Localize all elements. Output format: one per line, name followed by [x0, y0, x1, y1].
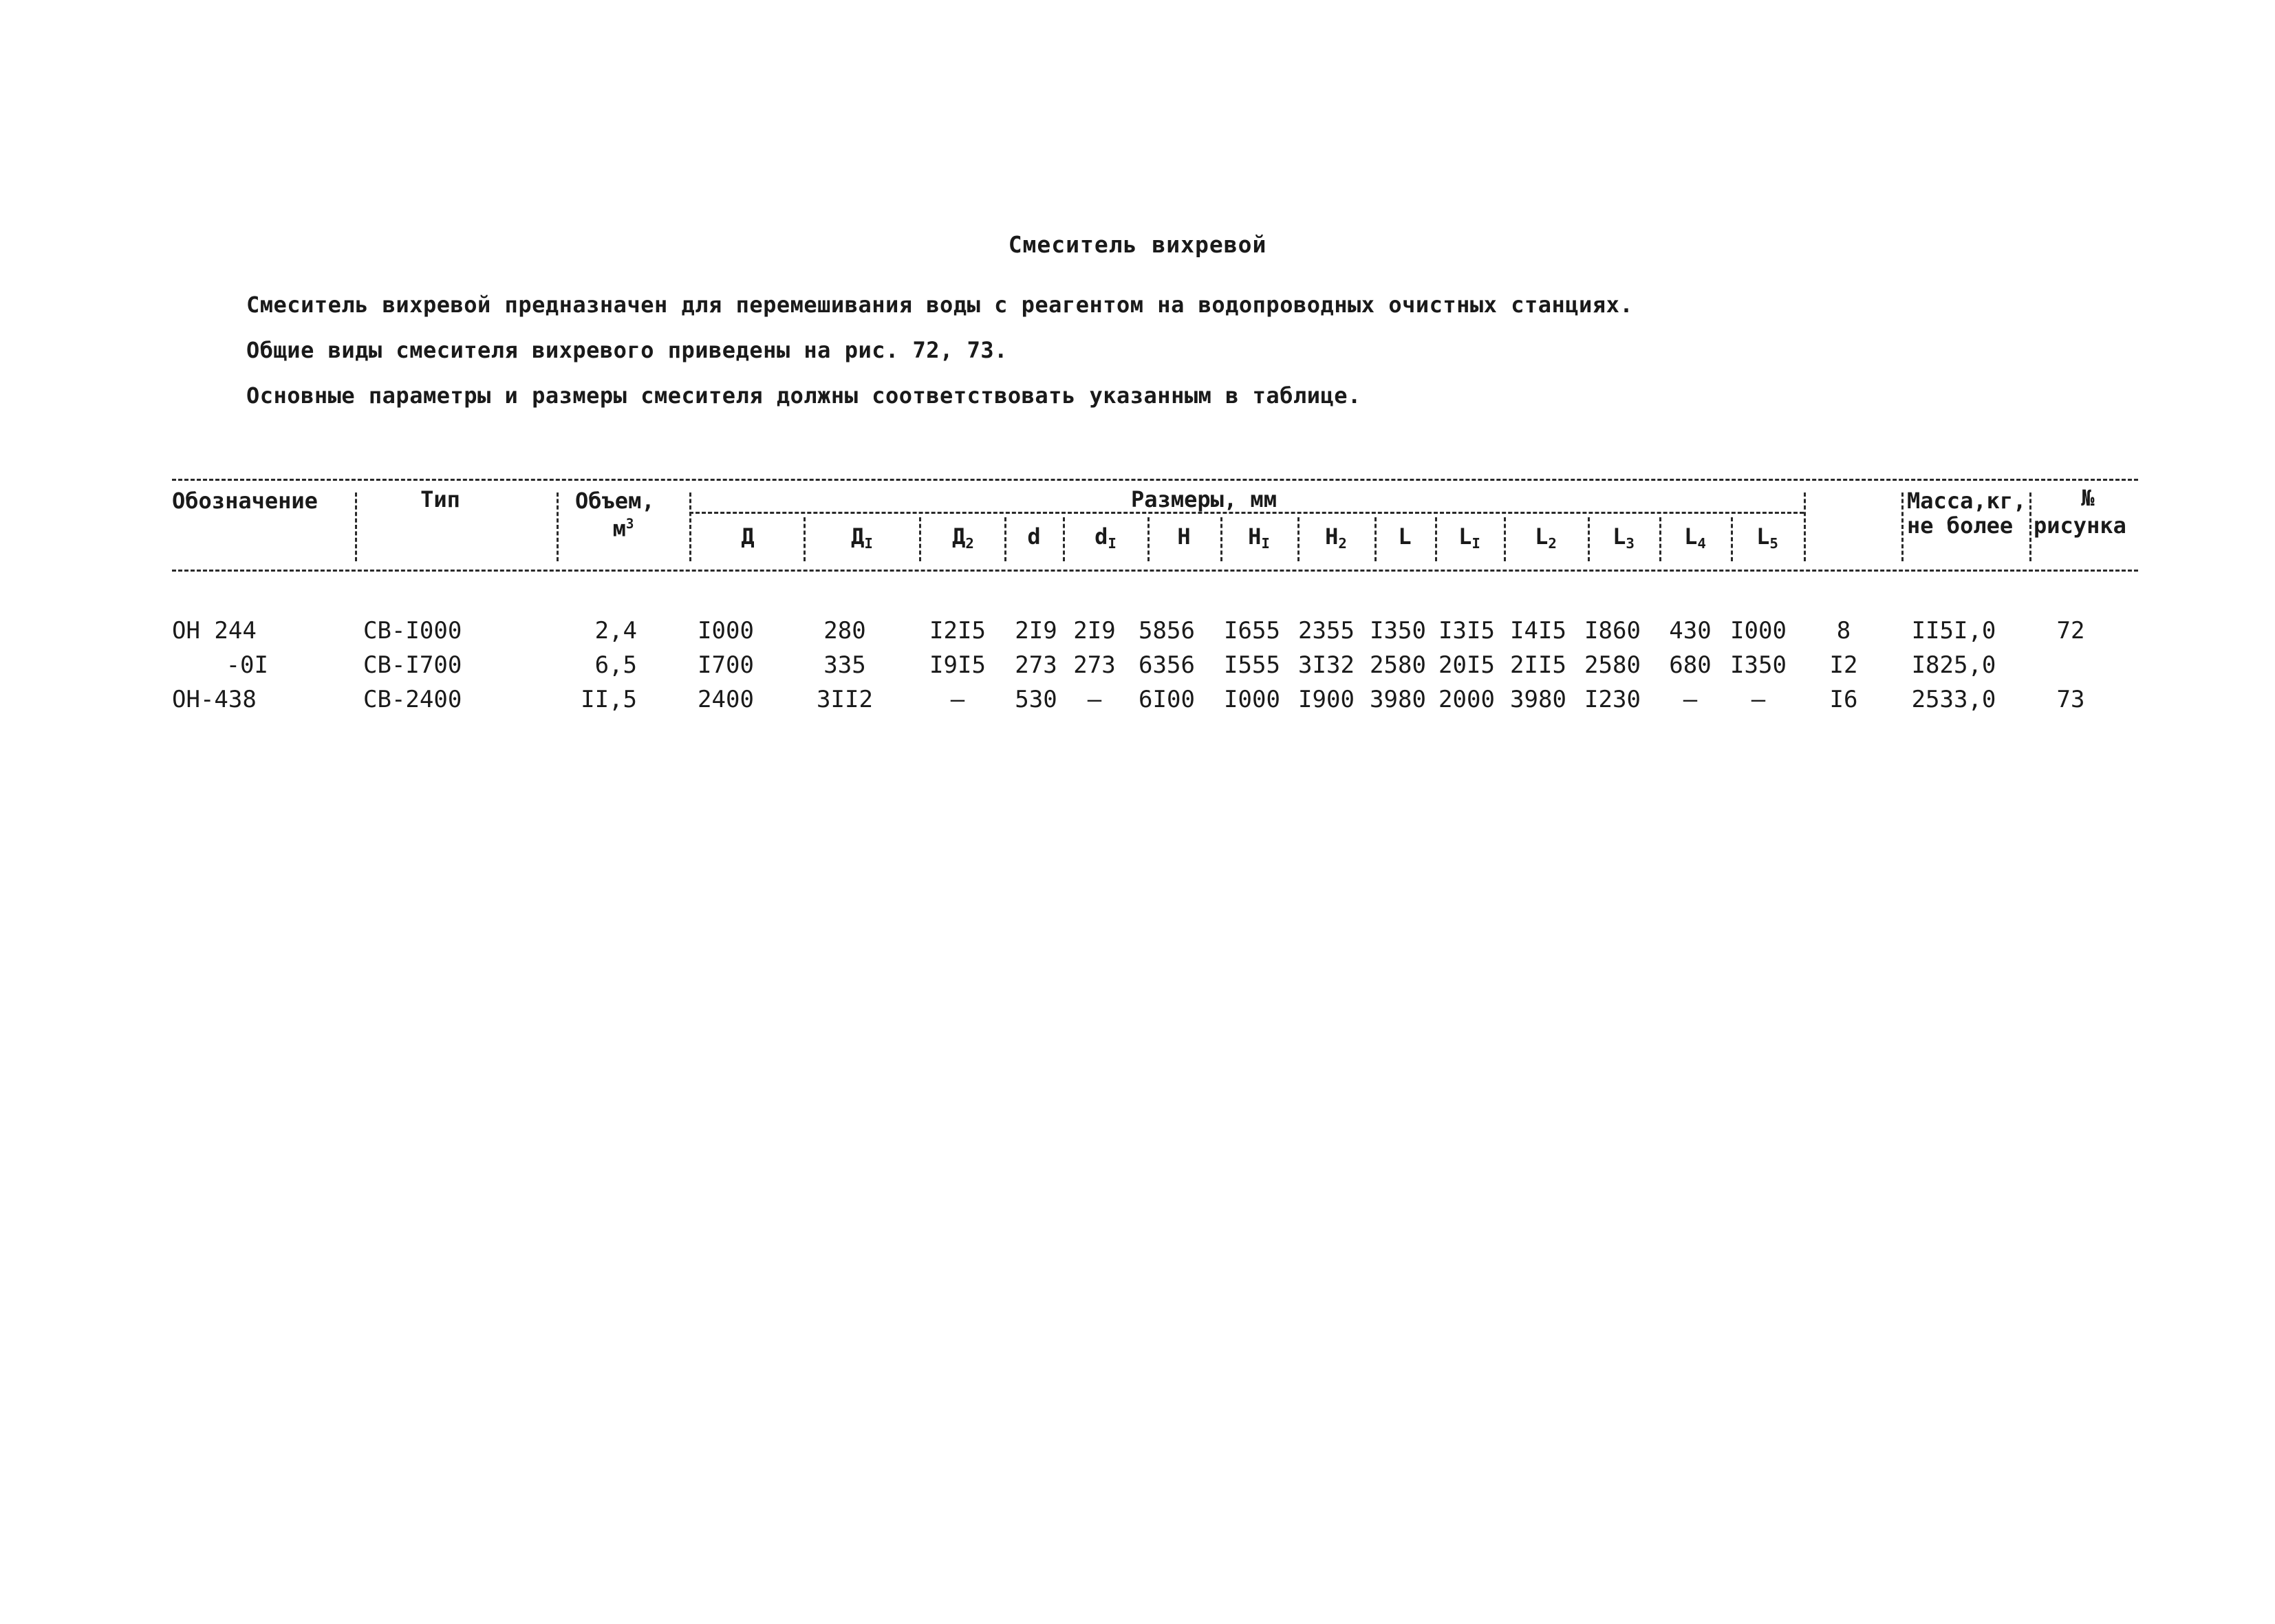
cell-L1: 2000	[1438, 686, 1495, 713]
header-mass: Масса,кг,	[1907, 488, 2027, 514]
cell-designation: ОН-438	[172, 686, 257, 713]
column-divider	[804, 517, 806, 561]
column-divider	[557, 492, 559, 561]
column-divider	[1435, 517, 1437, 561]
intro-paragraph-1: Смеситель вихревой предназначен для перемешивания воды с реагентом на водопроводных очистных станциях.	[246, 292, 1634, 318]
cell-L1: I3I5	[1438, 617, 1495, 645]
header-figure: рисунка	[2034, 512, 2126, 539]
cell-type: СВ-I700	[363, 651, 462, 679]
cell-mass: 2533,0	[1911, 686, 1996, 713]
header-dim-L5: $L_5$	[1756, 523, 1778, 552]
cell-L: I350	[1370, 617, 1426, 645]
header-dim-d: d	[1027, 523, 1041, 550]
cell-type: СВ-I000	[363, 617, 462, 645]
column-divider	[355, 492, 357, 561]
column-divider	[919, 517, 921, 561]
cell-d: 2I9	[1015, 617, 1057, 645]
cell-L3: I860	[1584, 617, 1641, 645]
column-divider	[1731, 517, 1733, 561]
cell-L: 3980	[1370, 686, 1426, 713]
column-divider	[1147, 517, 1150, 561]
header-dim-H2: $H_2$	[1325, 523, 1347, 552]
cell-L5: I000	[1730, 617, 1787, 645]
cell-L1: 20I5	[1438, 651, 1495, 679]
header-dim-D1: $Д_I$	[851, 523, 873, 552]
cell-volume: 6,5	[594, 651, 637, 679]
column-divider	[1220, 517, 1222, 561]
cell-D: I700	[698, 651, 754, 679]
cell-volume: 2,4	[594, 617, 637, 645]
cell-D1: 3II2	[817, 686, 873, 713]
cell-L2: I4I5	[1510, 617, 1566, 645]
header-dim-H: H	[1177, 523, 1191, 550]
column-divider	[2029, 492, 2031, 561]
header-dim-L4: $L_4$	[1684, 523, 1706, 552]
cell-D1: 335	[823, 651, 866, 679]
cell-L5: I350	[1730, 651, 1787, 679]
cell-H2: 2355	[1298, 617, 1355, 645]
column-divider	[1659, 517, 1661, 561]
header-type: Тип	[420, 486, 460, 512]
column-divider	[1297, 517, 1300, 561]
header-dim-H1: $H_I$	[1248, 523, 1270, 552]
cell-D1: 280	[823, 617, 866, 645]
header-dim-L3: $L_3$	[1613, 523, 1635, 552]
cell-mass: II5I,0	[1911, 617, 1996, 645]
cell-D2: I9I5	[929, 651, 986, 679]
cell-H1: I555	[1224, 651, 1280, 679]
cell-D: 2400	[698, 686, 754, 713]
cell-L5: –	[1751, 686, 1766, 713]
cell-d1: –	[1087, 686, 1102, 713]
header-dim-d1: $d_I$	[1095, 523, 1117, 552]
header-figure-number: №	[2081, 485, 2095, 511]
intro-paragraph-2: Общие виды смесителя вихревого приведены на рис. 72, 73.	[246, 337, 1008, 363]
column-divider	[1063, 517, 1065, 561]
cell-L4: 680	[1669, 651, 1712, 679]
header-dim-L1: $L_I$	[1458, 523, 1480, 552]
cell-row-count: I2	[1829, 651, 1858, 679]
cell-D2: –	[950, 686, 965, 713]
cell-H: 5856	[1139, 617, 1195, 645]
cell-figure: 73	[2056, 686, 2085, 713]
column-divider	[1588, 517, 1590, 561]
cell-H: 6I00	[1139, 686, 1195, 713]
cell-H1: I000	[1224, 686, 1280, 713]
cell-d1: 2I9	[1073, 617, 1116, 645]
cell-type: СВ-2400	[363, 686, 462, 713]
cell-figure: 72	[2056, 617, 2085, 645]
intro-paragraph-3: Основные параметры и размеры смесителя должны соответствовать указанным в таблице.	[246, 382, 1361, 409]
header-volume-unit: $м^3$	[612, 515, 634, 542]
header-dim-L: L	[1398, 523, 1412, 550]
column-divider	[689, 492, 691, 561]
cell-volume: II,5	[581, 686, 637, 713]
header-dimensions: Размеры, мм	[1131, 486, 1277, 512]
cell-L2: 2II5	[1510, 651, 1566, 679]
cell-L3: 2580	[1584, 651, 1641, 679]
cell-row-count: I6	[1829, 686, 1858, 713]
column-divider	[1804, 492, 1806, 561]
cell-L3: I230	[1584, 686, 1641, 713]
cell-L4: 430	[1669, 617, 1712, 645]
header-dim-D: Д	[741, 523, 755, 550]
cell-H2: I900	[1298, 686, 1355, 713]
cell-D2: I2I5	[929, 617, 986, 645]
cell-H2: 3I32	[1298, 651, 1355, 679]
table-top-rule	[172, 479, 2138, 481]
cell-d: 273	[1015, 651, 1057, 679]
page-title: Смеситель вихревой	[1008, 231, 1267, 258]
column-divider	[1374, 517, 1377, 561]
cell-d1: 273	[1073, 651, 1116, 679]
cell-row-count: 8	[1836, 617, 1851, 645]
cell-H1: I655	[1224, 617, 1280, 645]
cell-designation: ОН 244	[172, 617, 257, 645]
column-divider	[1504, 517, 1506, 561]
header-dim-D2: $Д_2$	[952, 523, 974, 552]
column-divider	[1901, 492, 1904, 561]
header-dim-L2: $L_2$	[1535, 523, 1557, 552]
cell-L4: –	[1683, 686, 1698, 713]
table-header-bottom-rule	[172, 570, 2138, 572]
cell-designation: -0I	[226, 651, 268, 679]
cell-D: I000	[698, 617, 754, 645]
header-volume: Объем,	[575, 488, 655, 514]
cell-mass: I825,0	[1911, 651, 1996, 679]
cell-d: 530	[1015, 686, 1057, 713]
header-mass-limit: не более	[1907, 512, 2014, 539]
cell-L: 2580	[1370, 651, 1426, 679]
column-divider	[1004, 517, 1006, 561]
header-designation: Обозначение	[172, 488, 318, 514]
cell-H: 6356	[1139, 651, 1195, 679]
cell-L2: 3980	[1510, 686, 1566, 713]
